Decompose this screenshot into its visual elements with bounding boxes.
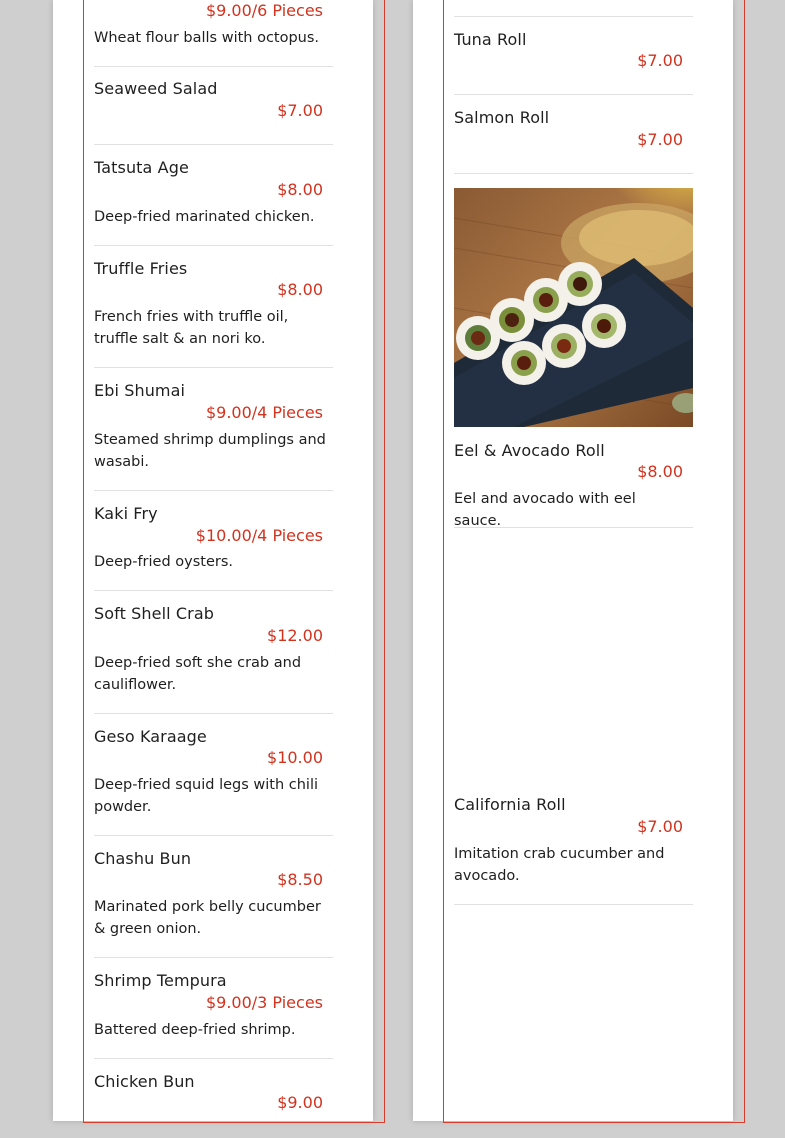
list-item	[454, 94, 693, 174]
list-item	[94, 367, 333, 491]
item-price: $7.00	[637, 51, 683, 70]
item-description: French fries with truffle oil, truffle salt & an nori ko.	[94, 309, 289, 347]
item-name: California Roll	[454, 795, 566, 814]
item-name: Geso Karaage	[94, 727, 207, 746]
item-name: Truffle Fries	[94, 259, 188, 278]
list-item	[94, 144, 333, 246]
list-item	[94, 0, 333, 67]
list-item	[454, 16, 693, 95]
item-description: Battered deep-fried shrimp.	[94, 1022, 296, 1038]
list-item	[454, 781, 693, 905]
item-price: $9.00/3 Pieces	[205, 993, 323, 1012]
item-name: Chashu Bun	[94, 849, 192, 868]
item-description: Deep-fried oysters.	[94, 554, 234, 570]
item-description: Deep-fried marinated chicken.	[94, 209, 315, 225]
item-description: Imitation crab cucumber and avocado.	[454, 846, 665, 884]
list-item	[94, 66, 333, 145]
item-name: Shrimp Tempura	[94, 971, 227, 990]
list-item	[94, 1058, 333, 1138]
list-item	[94, 245, 333, 368]
item-name: Soft Shell Crab	[94, 604, 214, 623]
item-name: Tatsuta Age	[94, 158, 189, 177]
item-price: $9.00/4 Pieces	[205, 403, 323, 422]
menu-frame-left	[83, 0, 385, 1123]
menu-page-left	[53, 0, 373, 1121]
item-price: $9.00/6 Pieces	[205, 1, 323, 20]
item-price: $8.50	[277, 870, 323, 889]
item-name: Chicken Bun	[94, 1072, 195, 1091]
item-name: Salmon Roll	[454, 108, 550, 127]
menu-frame-right	[443, 0, 745, 1123]
sushi-roll-photo	[454, 188, 693, 427]
item-name: Ebi Shumai	[94, 381, 186, 400]
item-description: Eel and avocado with eel sauce.	[454, 491, 636, 529]
list-item	[94, 590, 333, 714]
list-item	[94, 835, 333, 958]
item-price: $8.00	[277, 180, 323, 199]
item-price: $10.00	[267, 748, 323, 767]
list-item	[94, 490, 333, 591]
item-description: Wheat flour balls with octopus.	[94, 30, 320, 46]
item-price: $7.00	[637, 130, 683, 149]
list-item	[94, 957, 333, 1059]
list-item-top-divider	[454, 0, 693, 17]
item-description: Steamed shrimp dumplings and wasabi.	[94, 432, 326, 470]
item-description: Marinated pork belly cucumber & green onion.	[94, 899, 321, 937]
list-item	[94, 713, 333, 836]
list-item	[454, 427, 693, 528]
item-price: $7.00	[277, 101, 323, 120]
item-description: Deep-fried soft she crab and cauliflower.	[94, 655, 302, 693]
item-price: $9.00	[277, 1093, 323, 1112]
item-name: Tuna Roll	[454, 30, 527, 49]
item-name: Seaweed Salad	[94, 79, 218, 98]
menu-page-right	[413, 0, 733, 1121]
item-price: $8.00	[277, 280, 323, 299]
item-description: Deep-fried squid legs with chili powder.	[94, 777, 318, 815]
item-name: Eel & Avocado Roll	[454, 441, 605, 460]
item-name: Kaki Fry	[94, 504, 158, 523]
item-price: $12.00	[267, 626, 323, 645]
item-price: $7.00	[637, 817, 683, 836]
item-price: $10.00/4 Pieces	[195, 526, 323, 545]
item-price: $8.00	[637, 462, 683, 481]
